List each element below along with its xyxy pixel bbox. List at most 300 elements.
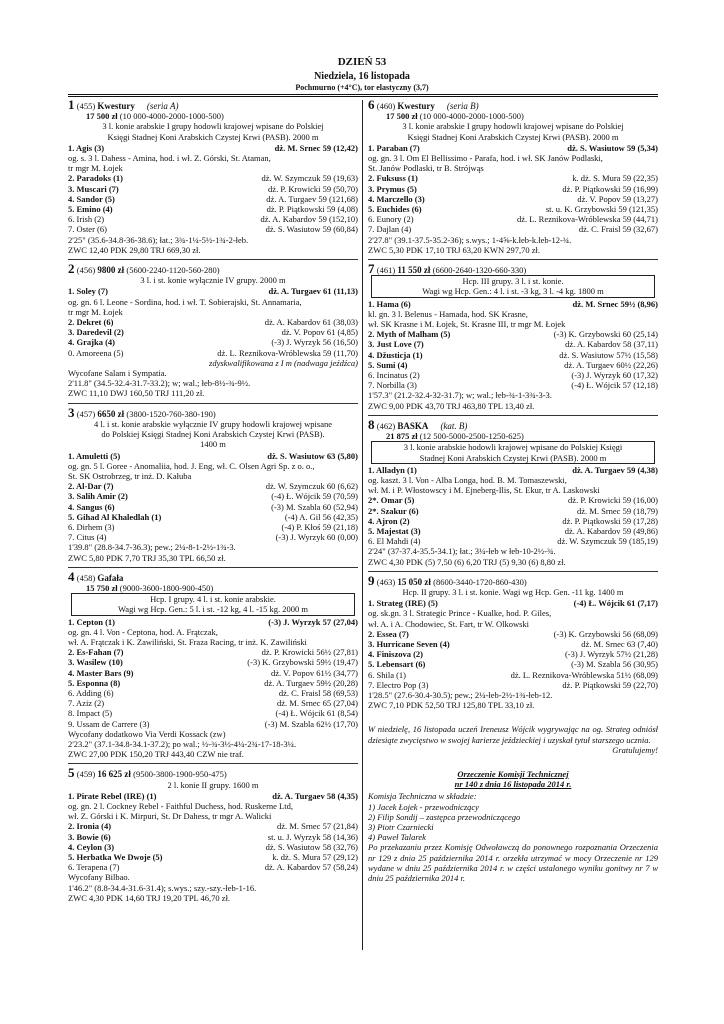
page-day-title: DZIEŃ 53 <box>337 56 387 68</box>
race-results <box>68 286 358 398</box>
race-condition-line: 3 l. konie arabskie hodowli krajowej wpisane do Polskiej Księgi <box>403 442 623 453</box>
jockey-weight-odds: dż. W. Szymczuk 60 (6,62) <box>265 481 358 492</box>
horse-name: 2. Al-Dar (7) <box>68 481 114 492</box>
result-row <box>68 512 358 522</box>
result-info-line: wł. A. i A. Chodowiec, St. Fart, tr W. Olkowski <box>368 618 530 629</box>
commission-title: Orzeczenie Komisji Technicznej <box>457 768 569 779</box>
left-column <box>68 97 358 907</box>
race-header <box>68 568 358 584</box>
race-divider <box>68 259 358 260</box>
jockey-weight-odds: dż. A. Turgaev 58 (4,35) <box>272 790 358 801</box>
horse-name: 3. Just Love (7) <box>368 339 424 350</box>
jockey-weight-odds: dż. A. Kabardov 59 (49,86) <box>564 525 658 536</box>
race-prize-split: (5600-2240-1120-560-280) <box>126 265 220 276</box>
race-number: 7 <box>368 261 375 277</box>
result-row <box>368 370 658 380</box>
horse-name: 7. Citus (4) <box>68 532 107 543</box>
horse-name: 4. Finiszova (2) <box>368 649 424 660</box>
horse-name: 6. Eunory (2) <box>368 214 414 225</box>
jockey-weight-odds: dż. S. Wasiutow 59 (5,34) <box>567 142 658 153</box>
horse-name: 2. Essea (7) <box>368 628 409 639</box>
race-condition-line: Hcp. I grupy. 4 l. i st. konie arabskie. <box>150 594 276 605</box>
jockey-weight-odds: dż. A. Kabardov 58 (37,11) <box>565 339 658 350</box>
result-info-line: og. gn. 6 l. Leone - Sordina, hod. i wł. T. Sobierajski, St. Annamaria, <box>68 296 302 307</box>
result-row <box>368 659 658 669</box>
race-header <box>368 572 658 588</box>
race-results <box>68 617 358 760</box>
jockey-weight-odds: dż. C. Fraisl 59 (32,67) <box>578 224 658 235</box>
jockey-weight-odds: dż. S. Wasiutow 57½ (15,58) <box>559 349 658 360</box>
horse-name: 4. Master Bars (9) <box>68 667 134 678</box>
jockey-weight-odds: dż. P. Piątkowski 59 (16,99) <box>562 183 658 194</box>
result-row <box>68 647 358 657</box>
result-row <box>68 224 358 234</box>
jockey-weight-odds: (-3) K. Grzybowski 59½ (19,47) <box>247 657 358 668</box>
result-info-line: ZWC 7,10 PDK 52,50 TRJ 125,80 TPL 33,10 zł. <box>368 700 535 711</box>
race-header <box>368 416 658 432</box>
jockey-weight-odds: dż. A. Turgaev 60½ (22,26) <box>564 359 658 370</box>
result-info-line: ZWC 27,00 PDK 150,20 TRJ 443,40 CZW nie traf. <box>68 749 244 760</box>
horse-name: 7. Electro Pop (3) <box>368 679 429 690</box>
horse-name: 7. Norbilla (3) <box>368 380 417 391</box>
race-prize-total: 15 750 zł <box>86 582 118 593</box>
horse-name: 7. Aziz (2) <box>68 698 105 709</box>
race-conditions <box>371 441 655 463</box>
jockey-weight-odds: dż. L. Reznikova-Wróblewska 59 (44,71) <box>516 214 658 225</box>
horse-name: 2. Fuksuss (1) <box>368 173 418 184</box>
jockey-weight-odds: (-3) M. Szabla 62½ (17,70) <box>264 718 358 729</box>
jockey-weight-odds: (-3) J. Wyrzyk 57½ (21,28) <box>564 649 658 660</box>
result-info-line: ZWC 5,30 PDK 17,10 TRJ 63,20 KWN 297,70 zł. <box>368 244 540 255</box>
race-prize <box>368 431 658 441</box>
race-series: (seria A) <box>146 101 179 111</box>
race-id: (461) <box>376 265 396 276</box>
race-prize-split: (10 000-4000-2000-1000-500) <box>119 111 224 122</box>
horse-name: 6. El Mahdi (4) <box>368 536 421 547</box>
jockey-weight-odds: k. dż. S. Mura 57 (29,12) <box>272 852 358 863</box>
result-info-line: og. gn. 2 l. Cockney Rebel - Faithful Duchess, hod. Ruskerne Ltd, <box>68 801 293 811</box>
race-divider <box>368 259 658 260</box>
race-name: 16 625 zł <box>97 769 131 780</box>
race-block <box>68 97 358 255</box>
jockey-weight-odds: dż. L. Reznikova-Wróblewska 51½ (68,09) <box>510 669 658 680</box>
result-info-line: ZWC 4,30 PDK 14,60 TRJ 19,20 TPL 46,70 zł. <box>68 892 231 903</box>
jockey-weight-odds: dż. M. Srnec 59 (12,42) <box>274 142 358 153</box>
result-row <box>368 516 658 526</box>
race-name: Gafała <box>97 572 124 583</box>
race-header <box>68 765 358 781</box>
horse-name: 4. Džusticja (1) <box>368 349 423 360</box>
jockey-weight-odds: dż. A. Kabardov 59 (152,10) <box>260 214 358 225</box>
jockey-weight-odds: dż. W. Szymczuk 59 (185,19) <box>557 536 658 547</box>
announcement-text: W niedzielę, 16 listopada uczeń Ireneusz Wójcik wygrywając na og. Strateg odniósł dziesiąte zwycięstwo w swojej karierze jeździeckiej i uzyskał tytuł starszego ucznia. <box>368 724 658 745</box>
race-prize-total: 17 500 zł <box>386 111 418 122</box>
horse-name: 3. Wasilew (10) <box>68 657 123 668</box>
page-weather: Pochmurno (+4°C), tor elastyczny (3,7) <box>295 83 429 92</box>
jockey-weight-odds: dż. A. Turgaev 59½ (20,28) <box>264 677 358 688</box>
race-header <box>368 97 658 112</box>
result-row <box>368 224 658 234</box>
race-name: Kwestury <box>397 101 435 111</box>
race-prize <box>68 583 358 593</box>
race-header <box>68 404 358 420</box>
jockey-weight-odds: (-3) K. Grzybowski 56 (68,09) <box>553 628 658 639</box>
header-rule-bottom <box>68 96 658 97</box>
result-row <box>68 821 358 831</box>
result-row <box>68 832 358 842</box>
jockey-weight-odds: k. dż. S. Mura 59 (22,35) <box>572 173 658 184</box>
result-row <box>368 350 658 360</box>
race-block <box>68 259 358 399</box>
jockey-weight-odds: dż. A. Kabardov 57 (58,24) <box>264 862 358 873</box>
result-row <box>68 708 358 718</box>
jockey-weight-odds: (-4) P. Kłoś 59 (21,18) <box>281 521 358 532</box>
race-prize-split: (9000-3600-1800-900-450) <box>119 582 214 593</box>
result-row <box>68 194 358 204</box>
race-number: 1 <box>68 97 75 112</box>
race-conditions <box>68 419 358 450</box>
jockey-weight-odds: dż. A. Kabardov 61 (38,03) <box>264 317 358 328</box>
race-number: 5 <box>68 765 75 781</box>
race-id: (462) <box>376 420 396 431</box>
race-condition-line: Wagi wg Hcp. Gen.: 5 l. i st. -12 kg, 4 l. -15 kg. 2000 m <box>117 604 309 615</box>
race-results <box>368 143 658 255</box>
horse-name: 0. Amoreena (5) <box>68 347 124 358</box>
horse-name: 5. Esponna (8) <box>68 677 121 688</box>
race-condition-line: Księgi Stadnej Koni Arabskich Czystej Krwi (PASB). 2000 m <box>107 131 319 142</box>
result-info-line: og. sk.gn. 3 l. Strategic Prince - Kualke, hod. P. Giles, <box>368 608 552 619</box>
horse-name: 9. Ussam de Carrere (3) <box>68 718 150 729</box>
race-condition-line: Księgi Stadnej Koni Arabskich Czystej Krwi (PASB). 2000 m <box>407 131 619 142</box>
race-divider <box>68 567 358 568</box>
commission-line: 3) Piotr Czarniecki <box>368 822 434 832</box>
horse-name: 3. Daredevil (2) <box>68 327 124 338</box>
jockey-weight-odds: dż. W. Szymczuk 59 (19,63) <box>261 173 358 184</box>
jockey-weight-odds: dż. V. Popov 59 (13,27) <box>577 193 658 204</box>
result-info-line: og. gn. 5 l. Goree - Anomaliia, hod. J. Eng, wł. C. Olsen Agri Sp. z o. o., <box>68 460 315 471</box>
race-condition-line: do Polskiej Księgi Stadnej Koni Arabskich Czystej Krwi (PASB). <box>101 429 325 440</box>
race-prize-split: (8600-3440-1720-860-430) <box>433 576 527 587</box>
jockey-weight-odds: dż. M. Srnec 59 (18,79) <box>577 505 658 516</box>
horse-name: 4. Grajka (4) <box>68 337 115 348</box>
result-row <box>68 698 358 708</box>
jockey-weight-odds: dż. M. Srnec 65 (27,04) <box>277 698 358 709</box>
horse-name: 5. Gihad Al Khaledlah (1) <box>68 511 162 522</box>
race-block <box>68 403 358 563</box>
race-header <box>68 261 358 277</box>
race-condition-line: 1400 m <box>200 439 226 450</box>
result-info-line: tr mgr M. Łojek <box>68 306 123 317</box>
commission-subtitle: nr 140 z dnia 16 listopada 2014 r. <box>454 779 572 790</box>
result-info-line: Wycofane Salam i Sympatia. <box>68 368 167 379</box>
horse-name: 2*. Omar (5) <box>368 495 415 506</box>
jockey-weight-odds: dż. S. Wasiutow 59 (60,84) <box>265 224 358 235</box>
result-row <box>368 143 658 153</box>
result-row <box>68 327 358 337</box>
jockey-weight-odds: (-3) K. Grzybowski 60 (25,14) <box>553 329 658 340</box>
result-row <box>68 842 358 852</box>
race-prize-split: (9500-3800-1900-950-475) <box>133 769 227 780</box>
jockey-weight-odds: (-4) Ł. Wójcik 61 (7,17) <box>573 598 658 609</box>
result-info-line: kl. gn. 3 l. Belenus - Hamada, hod. SK Krasne, <box>368 308 528 319</box>
horse-name: 1. Pirate Rebel (IRE) (1) <box>68 790 157 801</box>
result-row <box>68 688 358 698</box>
race-name: BASKA <box>397 420 429 431</box>
jockey-weight-odds: (-4) Ł. Wójcik 59 (70,59) <box>271 491 358 502</box>
commission-body: Po przekazaniu przez Komisję Odwoławczą do ponownego rozpoznania Orzeczenia nr 129 z dnia 25 października 2014 r. orzekła utrzymać w mocy Orzeczenie nr 129 wydane w dniu 25 października 2014 r. w części ustalonego wyniku gonitwy nr 7 w dniu 25 października 2014 r. <box>368 842 658 884</box>
result-info-line: ZWC 12,40 PDK 29,80 TRJ 669,30 zł. <box>68 244 201 255</box>
race-prize-total: 17 500 zł <box>86 111 118 122</box>
result-info-line: wł. SK Krasne i M. Łojek, St. Krasne III, tr mgr M. Łojek <box>368 319 566 330</box>
race-results <box>368 465 658 567</box>
race-results <box>68 451 358 563</box>
horse-name: 1. Cepton (1) <box>68 616 115 627</box>
commission-line: Komisja Techniczna w składzie: <box>368 791 477 802</box>
result-row <box>68 317 358 327</box>
result-info-line: 2'27.8" (39.1-37.5-35.2-36); s.wys.; 1-4⅝-k.łeb-k.łeb-12-¾. <box>368 234 572 245</box>
race-number: 8 <box>368 416 375 432</box>
result-row <box>68 668 358 678</box>
race-block <box>368 415 658 567</box>
result-note: zdyskwalifikowana z I m (nadwaga jeźdźca) <box>209 357 358 368</box>
result-row <box>68 348 358 358</box>
race-results <box>368 299 658 411</box>
race-condition-line: Wagi wg Hcp. Gen.: 4 l. i st. -3 kg, 3 l. -4 kg. 1800 m <box>422 286 604 297</box>
race-condition-line: 3 l. konie arabskie I grupy hodowli krajowej wpisane do Polskiej <box>102 121 324 132</box>
result-info-line: 2'24" (37-37.4-35.5-34.1); łat.; 3¼-łeb w łeb-10-2½-¾. <box>368 546 556 557</box>
result-row <box>68 204 358 214</box>
race-name: 11 550 zł <box>397 265 431 276</box>
race-id: (463) <box>376 576 396 587</box>
race-id: (457) <box>76 408 96 419</box>
jockey-weight-odds: dż. S. Wasiutow 58 (32,76) <box>265 841 358 852</box>
race-id: (455) <box>76 101 96 111</box>
jockey-weight-odds: (-3) M. Szabla 56 (30,95) <box>571 659 658 670</box>
result-row <box>68 491 358 501</box>
jockey-weight-odds: dż. V. Popov 61 (4,85) <box>281 327 358 338</box>
race-header <box>368 261 658 277</box>
horse-name: 2. Es-Fahan (7) <box>68 647 124 658</box>
horse-name: 1. Soley (7) <box>68 286 108 297</box>
horse-name: 2. Ironia (4) <box>68 821 112 832</box>
horse-name: 5. Herbatka We Dwoje (5) <box>68 852 163 863</box>
result-row <box>68 719 358 729</box>
jockey-weight-odds: (-4) Ł. Wójcik 61 (8,54) <box>275 708 358 719</box>
horse-name: 1. Paraban (7) <box>368 142 420 153</box>
race-block <box>368 259 658 411</box>
race-conditions <box>368 587 658 597</box>
result-row <box>68 862 358 872</box>
horse-name: 4. Ajron (2) <box>368 515 410 526</box>
horse-name: 8. Impact (5) <box>68 708 113 719</box>
horse-name: 4. Marczello (3) <box>368 193 425 204</box>
result-info-line: 2'11.8" (34.5-32.4-31.7-33.2); w; wal.; łeb-8½-¾-9½. <box>68 378 251 389</box>
race-divider <box>68 763 358 764</box>
race-conditions <box>68 121 358 141</box>
race-name: 15 050 zł <box>397 576 431 587</box>
result-info-line: og. s. 3 l. Dahess - Amina, hod. i wł. Z. Górski, St. Ataman, <box>68 153 271 164</box>
horse-name: 5. Majestat (3) <box>368 525 421 536</box>
result-row <box>368 214 658 224</box>
result-info-line: og. gn. 3 l. Om El Bellissimo - Parafa, hod. i wł. SK Janów Podlaski, <box>368 153 603 164</box>
race-conditions <box>68 780 358 790</box>
race-condition-line: Hcp. III grupy. 3 l. i st. konie. <box>462 276 564 287</box>
race-condition-line: Hcp. II grupy. 3 l. i st. konie. Wagi wg Hcp. Gen. -11 kg. 1400 m <box>402 586 624 597</box>
result-row <box>368 536 658 546</box>
race-name: 6650 zł <box>97 408 125 419</box>
horse-name: 5. Sumi (4) <box>368 359 408 370</box>
race-condition-line: Stadnej Koni Arabskich Czystej Krwi (PASB). 2000 m <box>419 452 607 463</box>
race-results <box>68 143 358 255</box>
race-id: (459) <box>76 769 96 780</box>
result-info-line: 1'57.3" (21.2-32.4-32-31.7); w; wal.; łeb-¾-1-3¾-3-3. <box>368 390 552 401</box>
result-info-line: og. kaszt. 3 l. Von - Alba Longa, hod. B. M. Tomaszewski, <box>368 474 567 485</box>
result-row <box>68 451 358 461</box>
horse-name: 6. Dirhem (3) <box>68 521 115 532</box>
result-row <box>368 204 658 214</box>
horse-name: 7. Oster (6) <box>68 224 107 235</box>
result-info-line: Wycofany Bilbao. <box>68 872 130 883</box>
result-row <box>368 380 658 390</box>
jockey-weight-odds: dż. P. Krowicki 56½ (27,81) <box>261 647 358 658</box>
commission-line: 4) Paweł Talarek <box>368 832 426 843</box>
result-info-line: og. gn. 4 l. Von - Ceptona, hod. A. Frątczak, <box>68 626 218 637</box>
result-info-line: 2'25" (35.6-34.8-36-38.6); łat.; 3¾-1¼-5½-1¾-2-łeb. <box>68 234 249 245</box>
horse-name: 3. Bowie (6) <box>68 831 111 842</box>
horse-name: 2*. Szakur (6) <box>368 505 419 516</box>
result-info-line: ZWC 11,10 DWJ 160,50 TRJ 111,20 zł. <box>68 388 205 399</box>
announcement <box>368 724 658 755</box>
horse-name: 3. Salih Amir (2) <box>68 491 128 502</box>
race-divider <box>68 403 358 404</box>
race-header <box>68 97 358 112</box>
result-row <box>368 629 658 639</box>
jockey-weight-odds: (-3) J. Wyrzyk 60 (0,00) <box>275 532 358 543</box>
horse-name: 4. Sandor (5) <box>68 193 115 204</box>
announcement-sign: Gratulujemy! <box>612 744 658 755</box>
result-info-line: wł. A. Frątczak i K. Zawiliński, St. Fraza Racing, tr inż. K. Zawiliński <box>68 636 307 647</box>
jockey-weight-odds: dż. P. Piątkowski 59 (17,28) <box>562 515 658 526</box>
race-condition-line: 2 l. konie II grupy. 1600 m <box>167 779 259 790</box>
commission-ruling <box>368 769 658 883</box>
jockey-weight-odds: dż. L. Reznikova-Wróblewska 59 (11,70) <box>217 347 358 358</box>
race-condition-line: 4 l. i st. konie arabskie wyłącznie IV grupy hodowli krajowej wpisane <box>93 418 333 429</box>
horse-name: 2. Paradoks (1) <box>68 173 124 184</box>
result-info-line: St. Janów Podlaski, tr B. Strójwąs <box>368 163 484 174</box>
horse-name: 1. Agis (3) <box>68 142 105 153</box>
race-conditions <box>368 121 658 141</box>
result-info-line: wł. Z. Górski i K. Mirpuri, St. Dr Dahess, tr mgr A. Walicki <box>68 811 272 822</box>
race-name: 9800 zł <box>97 265 125 276</box>
race-divider <box>368 571 658 572</box>
result-row <box>368 506 658 516</box>
result-row <box>368 598 658 608</box>
result-row <box>68 657 358 667</box>
page-date: Niedziela, 16 listopada <box>314 71 410 82</box>
result-row <box>368 639 658 649</box>
result-info-line: ZWC 5,80 PDK 7,70 TRJ 35,30 TPL 66,50 zł. <box>68 552 226 563</box>
race-number: 3 <box>68 404 75 420</box>
result-row <box>368 173 658 183</box>
jockey-weight-odds: (-3) M. Szabla 60 (52,94) <box>271 501 358 512</box>
result-info-line: Wycofany dodatkowo Via Verdi Kossack (zw) <box>68 728 226 739</box>
race-block <box>68 763 358 903</box>
race-prize <box>368 111 658 121</box>
result-row <box>68 852 358 862</box>
result-info-line: 2'23.2" (37.1-34.8-34.1-37.2); po wal.; ½-¾-3½-4¼-2¾-17-18-3¼. <box>68 738 297 749</box>
jockey-weight-odds: dż. P. Krowicki 59 (16,00) <box>568 495 658 506</box>
jockey-weight-odds: st. u. J. Wyrzyk 58 (14,36) <box>267 831 358 842</box>
horse-name: 6. Shila (1) <box>368 669 407 680</box>
horse-name: 6. Adding (6) <box>68 687 114 698</box>
horse-name: 2. Myth of Malham (5) <box>368 329 451 340</box>
race-series: (kat. B) <box>440 420 468 431</box>
result-row <box>68 791 358 801</box>
race-prize-split: (10 000-4000-2000-1000-500) <box>419 111 524 122</box>
jockey-weight-odds: dż. C. Fraisl 58 (69,53) <box>278 687 358 698</box>
result-row <box>368 329 658 339</box>
race-name: Kwestury <box>97 101 135 111</box>
result-row <box>68 143 358 153</box>
horse-name: 4. Sangus (6) <box>68 501 115 512</box>
race-conditions <box>68 275 358 285</box>
commission-members <box>368 791 658 842</box>
jockey-weight-odds: dż. M. Srnec 59½ (8,96) <box>572 298 658 309</box>
header-rule-top <box>68 94 658 95</box>
jockey-weight-odds: dż. V. Popov 61½ (34,77) <box>270 667 358 678</box>
right-race-list <box>368 97 658 711</box>
commission-line: 1) Jacek Łojek - przewodniczący <box>368 801 479 812</box>
result-row <box>68 532 358 542</box>
result-info-line: ZWC 4,30 PDK (5) 7,50 (6) 6,20 TRJ (5) 9,30 (6) 8,80 zł. <box>368 556 566 567</box>
race-conditions <box>71 593 355 615</box>
race-prize-total: 21 875 zł <box>386 431 418 442</box>
jockey-weight-odds: (-3) J. Wyrzyk 57 (27,04) <box>268 616 358 627</box>
horse-name: 3. Prymus (5) <box>368 183 417 194</box>
result-row <box>68 502 358 512</box>
result-row <box>368 649 658 659</box>
jockey-weight-odds: dż. A. Turgaev 59 (4,38) <box>572 464 658 475</box>
result-info-line: tr mgr M. Łojek <box>68 163 123 174</box>
result-row <box>368 360 658 370</box>
horse-name: 6. Terapena (7) <box>68 862 120 873</box>
result-info-line: 1'39.8" (28.8-34.7-36.3); pew.; 2¼-8-1-2½-1¾-3. <box>68 542 236 553</box>
race-number: 6 <box>368 97 375 112</box>
race-block <box>368 571 658 711</box>
horse-name: 3. Muscari (7) <box>68 183 119 194</box>
commission-line: 2) Filip Sondij – zastępca przewodniczącego <box>368 811 521 822</box>
result-row <box>368 194 658 204</box>
horse-name: 1. Strateg (IRE) (5) <box>368 598 438 609</box>
result-row <box>368 339 658 349</box>
horse-name: 5. Lebensart (6) <box>368 659 426 670</box>
horse-name: 7. Dajlan (4) <box>368 224 412 235</box>
jockey-weight-odds: dż. M. Srnec 57 (21,84) <box>277 821 358 832</box>
jockey-weight-odds: (-4) Ł. Wójcik 57 (12,18) <box>571 380 658 391</box>
race-prize <box>68 111 358 121</box>
result-row <box>368 299 658 309</box>
jockey-weight-odds: dż. P. Piątkowski 59 (4,08) <box>266 204 358 215</box>
result-row <box>368 680 658 690</box>
result-row <box>68 184 358 194</box>
jockey-weight-odds: (-4) A. Gil 56 (42,35) <box>284 511 358 522</box>
race-block <box>368 97 658 255</box>
horse-name: 5. Emino (4) <box>68 204 113 215</box>
race-number: 2 <box>68 261 75 277</box>
horse-name: 1. Alladyn (1) <box>368 464 417 475</box>
horse-name: 1. Amuletti (5) <box>68 450 121 461</box>
race-prize-split: (6600-2640-1320-660-330) <box>432 265 527 276</box>
